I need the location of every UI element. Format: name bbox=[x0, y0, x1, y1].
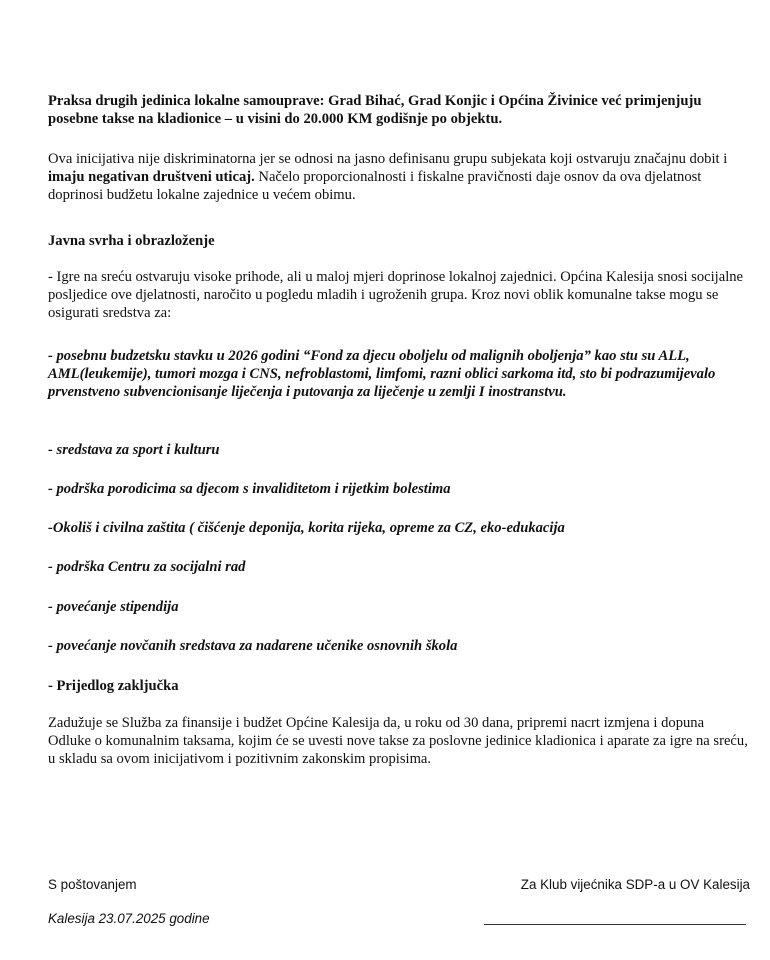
paragraph-inicijativa-bold: imaju negativan društveni uticaj. bbox=[48, 169, 255, 185]
signature-line bbox=[484, 924, 746, 925]
paragraph-inicijativa bbox=[48, 150, 748, 204]
list-item-sport: - sredstava za sport i kulturu bbox=[48, 442, 220, 458]
heading-javna-svrha: Javna svrha i obrazloženje bbox=[48, 233, 215, 249]
signatory: Za Klub vijećnika SDP-a u OV Kalesija bbox=[520, 877, 750, 892]
greeting: S poštovanjem bbox=[48, 877, 137, 892]
paragraph-zakljucak: Zadužuje se Služba za finansije i budžet Općine Kalesija da, u roku od 30 dana, pripremi nacrt izmjena i dopuna Odluke o komunalnim taksama, kojim će se uvesti nove takse za poslovne jedinice kladionica i aparate za igre na sreću, u skladu sa ovom inicijativom i pozitivnim zakonskim propisima. bbox=[48, 715, 748, 767]
paragraph-inicijativa-part1: Ova inicijativa nije diskriminatorna jer se odnosi na jasno definisanu grupu subjekata koji ostvaruju značajnu dobit i bbox=[48, 151, 728, 167]
list-item-centar: - podrška Centru za socijalni rad bbox=[48, 559, 246, 575]
list-item-stipendije: - povećanje stipendija bbox=[48, 599, 179, 615]
list-item-porodice: - podrška porodicima sa djecom s invaliditetom i rijetkim bolestima bbox=[48, 481, 451, 497]
list-item-ucenici: - povećanje novčanih sredstava za nadarene učenike osnovnih škola bbox=[48, 638, 458, 654]
heading-prijedlog: - Prijedlog zaključka bbox=[48, 678, 179, 694]
list-item-fond: - posebnu budzetsku stavku u 2026 godini “Fond za djecu oboljelu od malignih oboljenja” kao stu su ALL, AML(leukemije), tumori mozga i CNS, nefroblastomi, limfomi, razni oblici sarkoma itd, sto bi podrazumijevalo prvenstveno subvencionisanje liječenja i putovanja za liječenje u zemlji I inostranstvu. bbox=[48, 348, 716, 400]
paragraph-inicijativa-part2: Načelo proporcionalnosti i fiskalne pravičnosti daje osnov da ova djelatnost doprinosi budžetu lokalne zajednice u većem obimu. bbox=[48, 169, 702, 203]
paragraph-igre-na-srecu: - Igre na sreću ostvaruju visoke prihode, ali u maloj mjeri doprinose lokalnoj zajednici. Općina Kalesija snosi socijalne posljedice ove djelatnosti, naročito u pogledu mladih i ugroženih grupa. Kroz novi oblik komunalne takse mogu se osigurati sredstva za: bbox=[48, 269, 744, 321]
heading-praksa: Praksa drugih jedinica lokalne samouprave: Grad Bihać, Grad Konjic i Općina Živinice već primjenjuju posebne takse na kladionice – u visini do 20.000 KM godišnje po objektu. bbox=[48, 93, 702, 127]
list-item-okolis: -Okoliš i civilna zaštita ( čišćenje deponija, korita rijeka, opreme za CZ, eko-edukacija bbox=[48, 520, 565, 536]
place-date: Kalesija 23.07.2025 godine bbox=[48, 911, 210, 926]
